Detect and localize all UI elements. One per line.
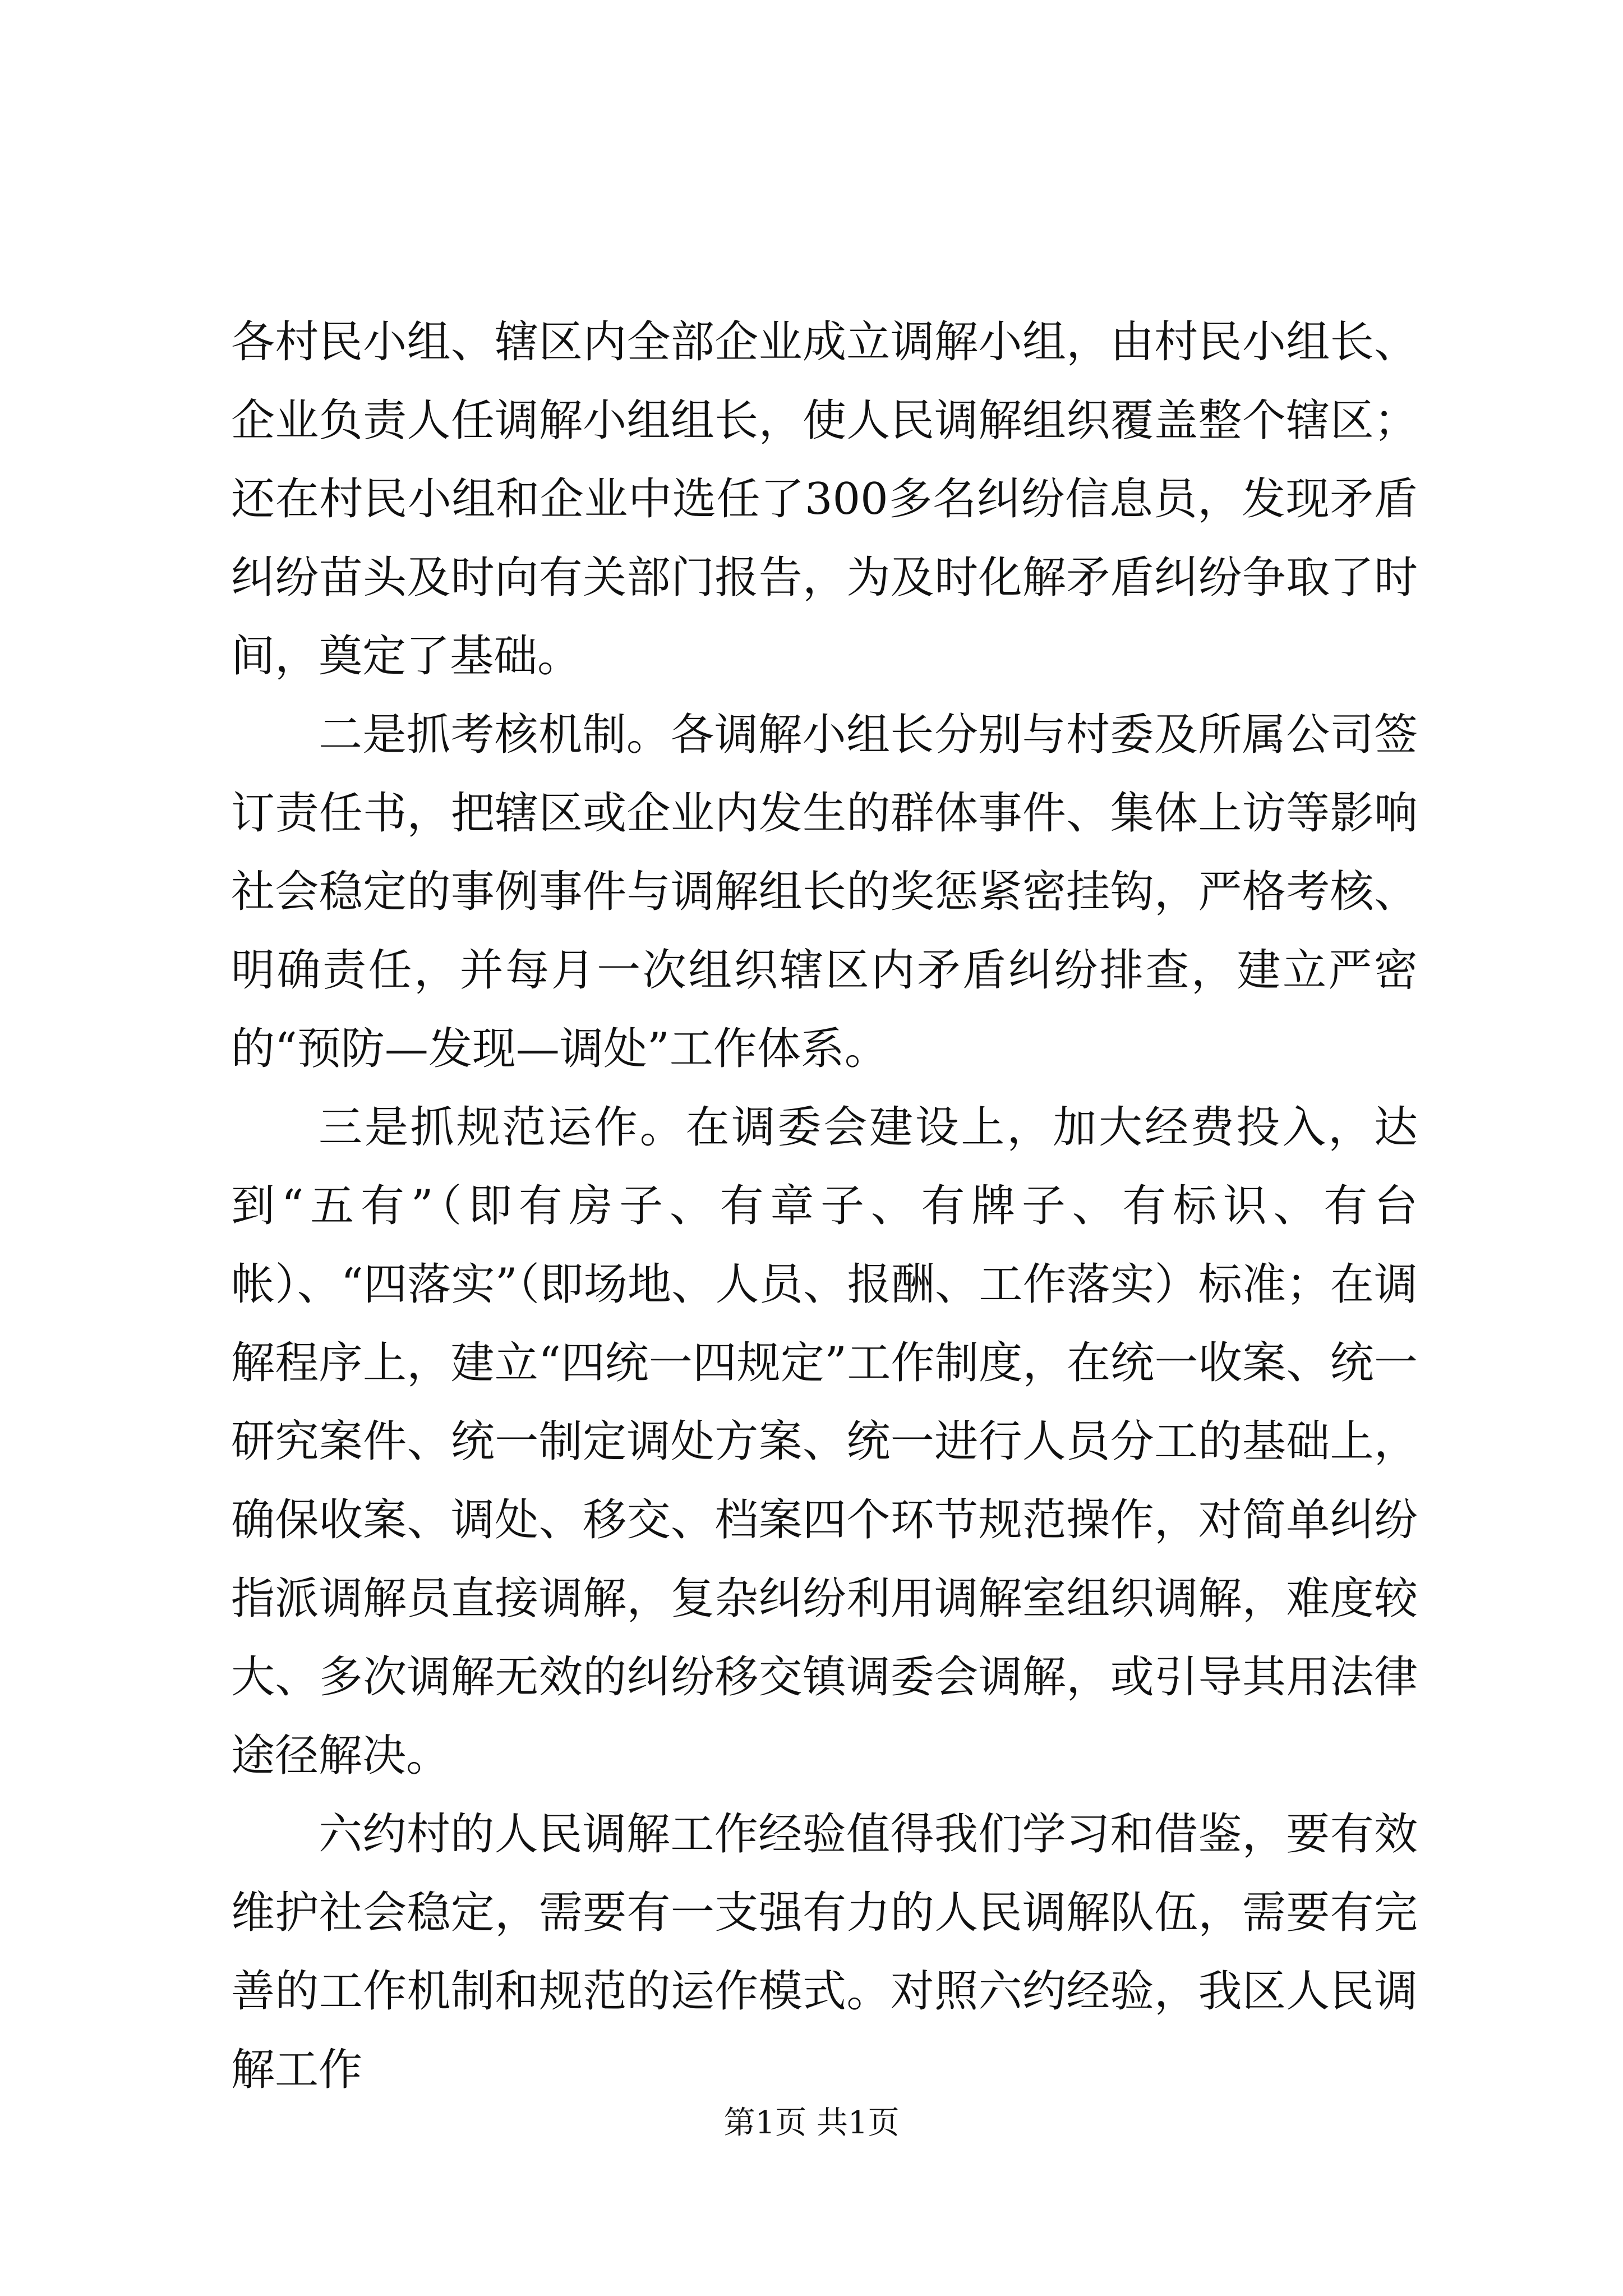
paragraph-assessment-mechanism: 二是抓考核机制。各调解小组长分别与村委及所属公司签订责任书，把辖区或企业内发生的群体事件、集体上访等影响社会稳定的事例事件与调解组长的奖惩紧密挂钩，严格考核、明确责任，并每月一次组织辖区内矛盾纠纷排查，建立严密的“预防—发现—调处”工作体系。 bbox=[231, 710, 1418, 1074]
paragraph-liuyue-experience: 六约村的人民调解工作经验值得我们学习和借鉴，要有效维护社会稳定，需要有一支强有力的人民调解队伍，需要有完善的工作机制和规范的运作模式。对照六约经验，我区人民调解工作 bbox=[231, 1809, 1418, 2095]
paragraph-standard-operation: 三是抓规范运作。在调委会建设上，加大经费投入，达到“五有”（即有房子、有章子、有牌子、有标识、有台帐）、“四落实”（即场地、人员、报酬、工作落实）标准；在调解程序上，建立“四统一四规定”工作制度，在统一收案、统一研究案件、统一制定调处方案、统一进行人员分工的基础上，确保收案、调处、移交、档案四个环节规范操作，对简单纠纷指派调解员直接调解，复杂纠纷利用调解室组织调解，难度较大、多次调解无效的纠纷移交镇调委会调解，或引导其用法律途径解决。 bbox=[231, 1102, 1418, 1781]
document-body bbox=[231, 303, 1418, 2109]
page-footer: 第1页 共1页 bbox=[723, 2105, 900, 2141]
paragraph-continuation: 各村民小组、辖区内全部企业成立调解小组，由村民小组长、企业负责人任调解小组组长，使人民调解组织覆盖整个辖区；还在村民小组和企业中选任了300多名纠纷信息员，发现矛盾纠纷苗头及时向有关部门报告，为及时化解矛盾纠纷争取了时间，奠定了基础。 bbox=[231, 317, 1418, 682]
